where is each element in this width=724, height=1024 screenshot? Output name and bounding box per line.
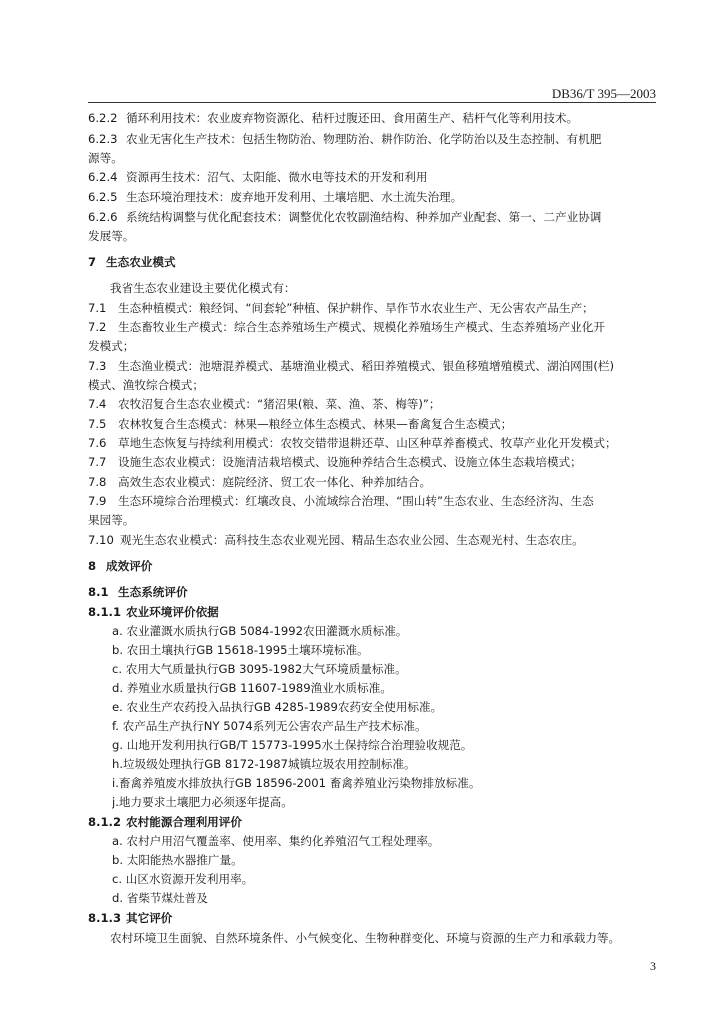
clause-7-2 — [88, 317, 658, 337]
list-item: c. 农用大气质量执行GB 3095-1982大气环境质量标准。 — [112, 662, 407, 676]
clause-number: 7.2 — [88, 320, 107, 334]
clause-text: 农林牧复合生态模式：林果—粮经立体生态模式、林果—畜禽复合生态模式； — [118, 417, 513, 431]
clause-text: 设施生态农业模式：设施清洁栽培模式、设施种养结合生态模式、设施立体生态栽培模式； — [118, 455, 582, 469]
section-8-1-3-text: 农村环境卫生面貌、自然环境条件、小气候变化、生物种群变化、环境与资源的生产力和承载力等。 — [110, 931, 621, 945]
clause-6-2-5 — [88, 187, 658, 207]
section-number: 8 — [88, 559, 97, 573]
clause-7-3 — [88, 356, 658, 376]
clause-number: 7.4 — [88, 397, 107, 411]
list-item: d. 养殖业水质量执行GB 11607-1989渔业水质标准。 — [112, 681, 392, 695]
list-item: f. 农产品生产执行NY 5074系列无公害农产品生产技术标准。 — [112, 719, 427, 733]
clause-text: 循环利用技术：农业废弃物资源化、秸杆过腹还田、食用菌生产、秸杆气化等利用技术。 — [126, 111, 579, 125]
clause-text: 生态环境治理技术：废弃地开发利用、土壤培肥、水土流失治理。 — [126, 190, 463, 204]
clause-number: 6.2.4 — [88, 170, 118, 184]
section-title: 农村能源合理利用评价 — [126, 815, 242, 829]
clause-6-2-6-continued: 发展等。 — [88, 229, 135, 243]
header-rule — [88, 102, 656, 103]
section-title: 农业环境评价依据 — [126, 605, 219, 619]
clause-text: 资源再生技术：沼气、太阳能、微水电等技术的开发和利用 — [126, 170, 428, 184]
section-8-heading — [88, 556, 658, 576]
list-item: j.地力要求土壤肥力必须逐年提高。 — [112, 795, 293, 809]
list-item: a. 农业灌溉水质执行GB 5084-1992农田灌溉水质标准。 — [112, 624, 408, 638]
list-item: b. 太阳能热水器推广量。 — [112, 853, 243, 867]
clause-6-2-6 — [88, 207, 658, 227]
clause-7-9 — [88, 491, 658, 511]
clause-7-8 — [88, 472, 658, 492]
clause-text: 生态种植模式：粮经饲、“间套轮”种植、保护耕作、旱作节水农业生产、无公害农产品生产； — [118, 301, 594, 315]
list-item: i.畜禽养殖废水排放执行GB 18596-2001 畜禽养殖业污染物排放标准。 — [112, 776, 481, 790]
clause-number: 7.9 — [88, 494, 107, 508]
clause-7-9-continued: 果园等。 — [88, 513, 135, 527]
section-number: 8.1.1 — [88, 605, 122, 619]
list-item: h.垃圾级处理执行GB 8172-1987城镇垃圾农用控制标准。 — [112, 757, 416, 771]
clause-number: 6.2.3 — [88, 132, 118, 146]
clause-text: 系统结构调整与优化配套技术：调整优化农牧副渔结构、种养加产业配套、第一、二产业协调 — [126, 210, 602, 224]
clause-number: 7.3 — [88, 359, 107, 373]
section-number: 8.1.2 — [88, 815, 122, 829]
clause-number: 7.1 — [88, 301, 107, 315]
clause-text: 观光生态农业模式：高科技生态农业观光园、精品生态农业公园、生态观光村、生态农庄。 — [120, 533, 584, 547]
section-7-intro: 我省生态农业建设主要优化模式有： — [110, 281, 296, 295]
section-8-1-heading — [88, 582, 658, 602]
clause-number: 7.5 — [88, 417, 107, 431]
clause-6-2-2 — [88, 108, 658, 128]
list-item: c. 山区水资源开发利用率。 — [112, 872, 254, 886]
section-title: 生态农业模式 — [106, 255, 176, 269]
section-8-1-1-heading — [88, 602, 658, 622]
clause-text: 农牧沼复合生态农业模式：“猪沼果(粮、菜、渔、茶、梅等)”； — [118, 397, 441, 411]
clause-number: 7.10 — [88, 533, 114, 547]
section-number: 8.1 — [88, 585, 109, 599]
clause-7-10 — [88, 530, 658, 550]
clause-7-4 — [88, 394, 658, 414]
section-8-1-3-heading — [88, 908, 658, 928]
section-number: 7 — [88, 255, 97, 269]
list-item: d. 省柴节煤灶普及 — [112, 891, 208, 905]
list-item: g. 山地开发利用执行GB/T 15773-1995水土保持综合治理验收规范。 — [112, 738, 473, 752]
clause-7-1 — [88, 298, 658, 318]
list-item: b. 农田土壤执行GB 15618-1995土壤环境标准。 — [112, 643, 369, 657]
clause-7-6 — [88, 433, 658, 453]
clause-text: 生态畜牧业生产模式：综合生态养殖场生产模式、规模化养殖场生产模式、生态养殖场产业化开 — [118, 320, 605, 334]
clause-text: 生态渔业模式：池塘混养模式、基塘渔业模式、稻田养殖模式、银鱼移殖增殖模式、湖泊网围(栏) — [118, 359, 614, 373]
clause-text: 高效生态农业模式：庭院经济、贸工农一体化、种养加结合。 — [118, 475, 432, 489]
clause-number: 7.8 — [88, 475, 107, 489]
clause-number: 7.7 — [88, 455, 107, 469]
document-code-header: DB36/T 395—2003 — [551, 86, 656, 101]
section-title: 生态系统评价 — [118, 585, 188, 599]
clause-number: 7.6 — [88, 436, 107, 450]
clause-text: 草地生态恢复与持续利用模式：农牧交错带退耕还草、山区种草养畜模式、牧草产业化开发模式； — [118, 436, 617, 450]
clause-number: 6.2.6 — [88, 210, 118, 224]
clause-7-2-continued: 发模式； — [88, 339, 135, 353]
clause-text: 生态环境综合治理模式：红壤改良、小流域综合治理、“围山转”生态农业、生态经济沟、生态 — [118, 494, 594, 508]
page-number: 3 — [650, 959, 656, 973]
clause-6-2-3 — [88, 129, 658, 149]
clause-6-2-3-continued: 源等。 — [88, 151, 123, 165]
list-item: a. 农村户用沼气覆盖率、使用率、集约化养殖沼气工程处理率。 — [112, 834, 440, 848]
clause-text: 农业无害化生产技术：包括生物防治、物理防治、耕作防治、化学防治以及生态控制、有机肥 — [126, 132, 602, 146]
section-7-heading — [88, 252, 658, 272]
clause-6-2-4 — [88, 167, 658, 187]
clause-7-3-continued: 模式、渔牧综合模式； — [88, 378, 204, 392]
section-8-1-2-heading — [88, 812, 658, 832]
section-number: 8.1.3 — [88, 911, 122, 925]
section-title: 成效评价 — [106, 559, 153, 573]
clause-number: 6.2.2 — [88, 111, 118, 125]
clause-7-5 — [88, 414, 658, 434]
clause-number: 6.2.5 — [88, 190, 118, 204]
list-item: e. 农业生产农药投入品执行GB 4285-1989农药安全使用标准。 — [112, 700, 443, 714]
section-title: 其它评价 — [126, 911, 173, 925]
clause-7-7 — [88, 452, 658, 472]
